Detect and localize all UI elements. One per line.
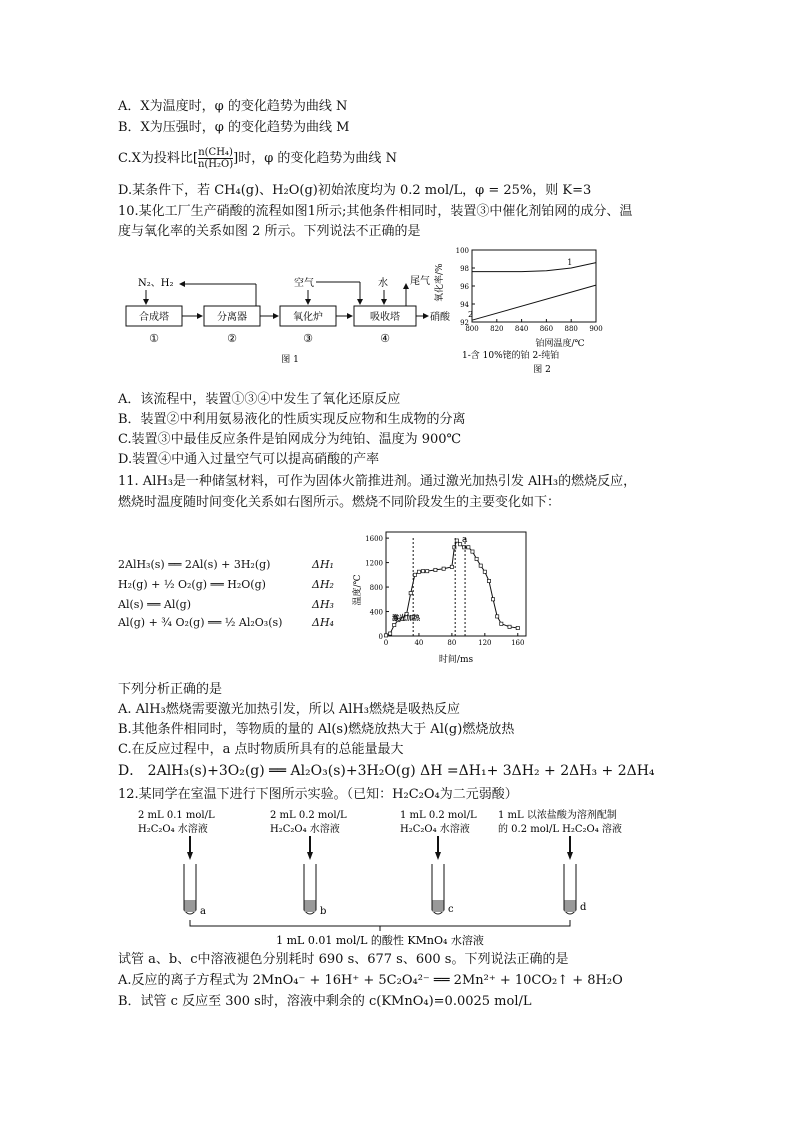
y-tick-label-1: 94 [460, 301, 469, 309]
data-point [417, 570, 420, 573]
data-point [389, 632, 392, 635]
q10-stem-line2: 度与氧化率的关系如图 2 所示。下列说法不正确的是 [118, 224, 421, 239]
experiment-diagram [118, 806, 622, 948]
box-oxidation-label: 氧化炉 [293, 312, 323, 323]
q9-option-a: A．X为温度时，φ 的变化趋势为曲线 N [118, 99, 348, 114]
data-point [434, 568, 437, 571]
fraction-numerator: n(CH₄) [198, 147, 233, 158]
data-point [450, 565, 453, 568]
q12-times: 试管 a、b、c中溶液褪色分别耗时 690 s、677 s、600 s。下列说法正确的是 [118, 952, 569, 967]
chart1-ylabel: 氧化率/% [435, 263, 445, 302]
test-tube-icon [184, 864, 196, 914]
q10-option-b: B．装置②中利用氨易液化的性质实现反应物和生成物的分离 [118, 412, 466, 427]
y-tick-label-0: 0 [378, 633, 383, 641]
equation-2: H₂(g) + ½ O₂(g) ══ H₂O(g) [118, 578, 266, 591]
q9-option-c [118, 144, 397, 174]
figure2-caption: 图 2 [533, 365, 551, 375]
y-tick-label-4: 100 [455, 247, 469, 255]
data-point [496, 615, 499, 618]
q10-option-d: D.装置④中通入过量空气可以提高硝酸的产率 [118, 452, 380, 467]
y-tick-label-2: 96 [460, 283, 469, 291]
data-point [426, 570, 429, 573]
q12-option-a: A.反应的离子方程式为 2MnO₄⁻ + 16H⁺ + 5C₂O₄²⁻ ══ 2Mn²⁺ + 10CO₂↑ + 8H₂O [118, 973, 623, 988]
test-tube-icon [304, 864, 316, 914]
tube-d-label-line1: 1 mL 以浓盐酸为溶剂配制 [498, 810, 617, 821]
air-label: 空气 [294, 278, 314, 289]
q10-option-a: A．该流程中，装置①③④中发生了氧化还原反应 [118, 392, 401, 407]
dropper-icon [567, 836, 573, 860]
data-point [479, 564, 482, 567]
dropper-icon [435, 836, 441, 860]
tube-a-letter: a [200, 906, 206, 917]
q11-lead: 下列分析正确的是 [118, 682, 223, 697]
y-tick-label-2: 800 [369, 584, 383, 593]
q11-option-d: D． 2AlH₃(s)+3O₂(g) ══ Al₂O₃(s)+3H₂O(g) ΔH =ΔH₁+ 3ΔH₂ + 2ΔH₃ + 2ΔH₄ [118, 763, 655, 779]
product-label: 硝酸 [430, 312, 450, 323]
laser-heating-label: 激光加热 [392, 613, 420, 622]
test-tube-icon [432, 864, 444, 914]
chart1-xlabel: 铂网温度/℃ [535, 339, 585, 349]
tube-c-group [400, 810, 477, 915]
data-point [421, 570, 424, 573]
data-point [455, 539, 458, 542]
flow-diagram [120, 270, 460, 370]
data-point [413, 573, 416, 576]
data-point [393, 623, 396, 626]
dropper-icon [187, 836, 193, 860]
step-number-2: ② [227, 332, 237, 345]
x-tick-label-5: 900 [589, 325, 603, 333]
y-tick-label-1: 400 [369, 608, 383, 617]
data-point [384, 634, 387, 637]
data-point [475, 557, 478, 560]
tail-gas-label: 尾气 [410, 276, 430, 287]
equation-3: Al(s) ══ Al(g) [118, 598, 192, 611]
chart2-xlabel: 时间/ms [438, 655, 474, 665]
data-point [508, 625, 511, 628]
tube-a-group [138, 810, 215, 917]
q11-option-b: B.其他条件相同时，等物质的量的 Al(s)燃烧放热大于 Al(g)燃烧放热 [118, 722, 515, 737]
tube-c-label-line1: 1 mL 0.2 mol/L [400, 810, 477, 821]
enthalpy-3: ΔH₃ [312, 598, 334, 611]
series-label-1: 1 [567, 258, 573, 267]
data-point [491, 598, 494, 601]
tube-b-letter: b [320, 906, 327, 917]
data-point [409, 592, 412, 595]
water-label: 水 [378, 278, 388, 289]
enthalpy-2: ΔH₂ [312, 578, 334, 591]
x-tick-label-4: 880 [564, 325, 578, 333]
q9-option-b: B．X为压强时，φ 的变化趋势为曲线 M [118, 120, 350, 135]
y-tick-label-0: 92 [460, 319, 469, 327]
q9-option-d: D.某条件下，若 CH₄(g)、H₂O(g)初始浓度均为 0.2 mol/L，φ = 25%，则 K=3 [118, 183, 592, 198]
fraction-denominator: n(H₂O) [197, 159, 234, 170]
x-tick-label-2: 80 [447, 639, 457, 647]
equation-1: 2AlH₃(s) ══ 2Al(s) + 3H₂(g) [118, 558, 271, 571]
tube-b-label-line2: H₂C₂O₄ 水溶液 [270, 824, 340, 835]
tube-d-group [498, 808, 622, 914]
chart2-ylabel: 温度/℃ [353, 574, 363, 606]
box-synthesis-label: 合成塔 [139, 312, 169, 323]
x-tick-label-1: 40 [414, 639, 424, 647]
data-point [471, 550, 474, 553]
enthalpy-4: ΔH₄ [312, 616, 334, 629]
chart1-legend: 1-含 10%铑的铂 2-纯铂 [462, 351, 560, 361]
x-tick-label-3: 860 [539, 325, 554, 333]
y-tick-label-4: 1600 [365, 535, 383, 544]
data-point [500, 622, 503, 625]
series-line-1 [472, 263, 596, 272]
series-line-2 [472, 285, 596, 320]
step-number-1: ① [149, 332, 159, 345]
q11-option-c: C.在反应过程中，a 点时物质所具有的总能量最大 [118, 742, 404, 757]
temperature-time-chart [346, 526, 536, 666]
data-point [442, 567, 445, 570]
step-number-3: ③ [303, 332, 313, 345]
data-point [483, 570, 486, 573]
q9-option-c-prefix: C.X为投料比[ [118, 151, 198, 166]
equation-4: Al(g) + ¾ O₂(g) ══ ½ Al₂O₃(s) [118, 616, 283, 629]
step-number-4: ④ [380, 332, 390, 345]
q11-stem-line2: 燃烧时温度随时间变化关系如右图所示。燃烧不同阶段发生的主要变化如下： [118, 495, 561, 510]
test-tube-icon [564, 864, 576, 914]
enthalpy-1: ΔH₁ [312, 558, 334, 571]
figure1-caption: 图 1 [281, 355, 299, 365]
bracket [190, 920, 570, 931]
x-tick-label-2: 840 [514, 325, 529, 333]
tube-d-letter: d [580, 902, 587, 913]
tube-c-letter: c [448, 904, 454, 915]
series-label-2: 2 [468, 310, 474, 320]
box-separator-label: 分离器 [217, 312, 247, 323]
tube-a-label-line1: 2 mL 0.1 mol/L [138, 810, 215, 821]
tube-c-label-line2: H₂C₂O₄ 水溶液 [400, 824, 470, 835]
bracket-label: 1 mL 0.01 mol/L 的酸性 KMnO₄ 水溶液 [276, 934, 484, 947]
flow-input-label: N₂、H₂ [138, 278, 174, 289]
box-absorption-label: 吸收塔 [370, 312, 400, 323]
x-tick-label-0: 800 [465, 325, 479, 333]
dropper-icon [307, 836, 313, 860]
x-tick-label-0: 0 [383, 639, 389, 647]
tube-b-group [270, 810, 347, 917]
plot-frame [472, 250, 596, 322]
q10-stem-line1: 10.某化工厂生产硝酸的流程如图1所示;其他条件相同时，装置③中催化剂铂网的成分、温 [118, 204, 633, 219]
data-point [516, 626, 519, 629]
q11-stem-line1: 11. AlH₃是一种储氢材料，可作为固体火箭推进剂。通过激光加热引发 AlH₃的燃烧反应， [118, 474, 637, 489]
q9-option-c-suffix: ]时，φ 的变化趋势为曲线 N [233, 151, 397, 166]
tube-a-label-line2: H₂C₂O₄ 水溶液 [138, 824, 208, 835]
q11-option-a: A. AlH₃燃烧需要激光加热引发，所以 AlH₃燃烧是吸热反应 [118, 702, 460, 717]
point-a-label: a [462, 535, 468, 545]
q12-option-b: B．试管 c 反应至 300 s时，溶液中剩余的 c(KMnO₄)=0.0025 mol/L [118, 994, 532, 1009]
y-tick-label-3: 98 [460, 265, 469, 273]
x-tick-label-3: 120 [478, 639, 492, 647]
data-point [487, 579, 490, 582]
x-tick-label-1: 820 [490, 325, 504, 333]
q10-option-c: C.装置③中最佳反应条件是铂网成分为纯铂、温度为 900℃ [118, 432, 462, 447]
data-point [467, 546, 470, 549]
y-tick-label-3: 1200 [365, 559, 383, 568]
tube-b-label-line1: 2 mL 0.2 mol/L [270, 810, 347, 821]
tube-d-label-line2: 的 0.2 mol/L H₂C₂O₄ 溶液 [498, 824, 622, 835]
q12-stem: 12.某同学在室温下进行下图所示实验。（已知：H₂C₂O₄为二元弱酸） [118, 787, 518, 802]
ratio-fraction [198, 147, 233, 170]
x-tick-label-4: 160 [511, 639, 525, 647]
